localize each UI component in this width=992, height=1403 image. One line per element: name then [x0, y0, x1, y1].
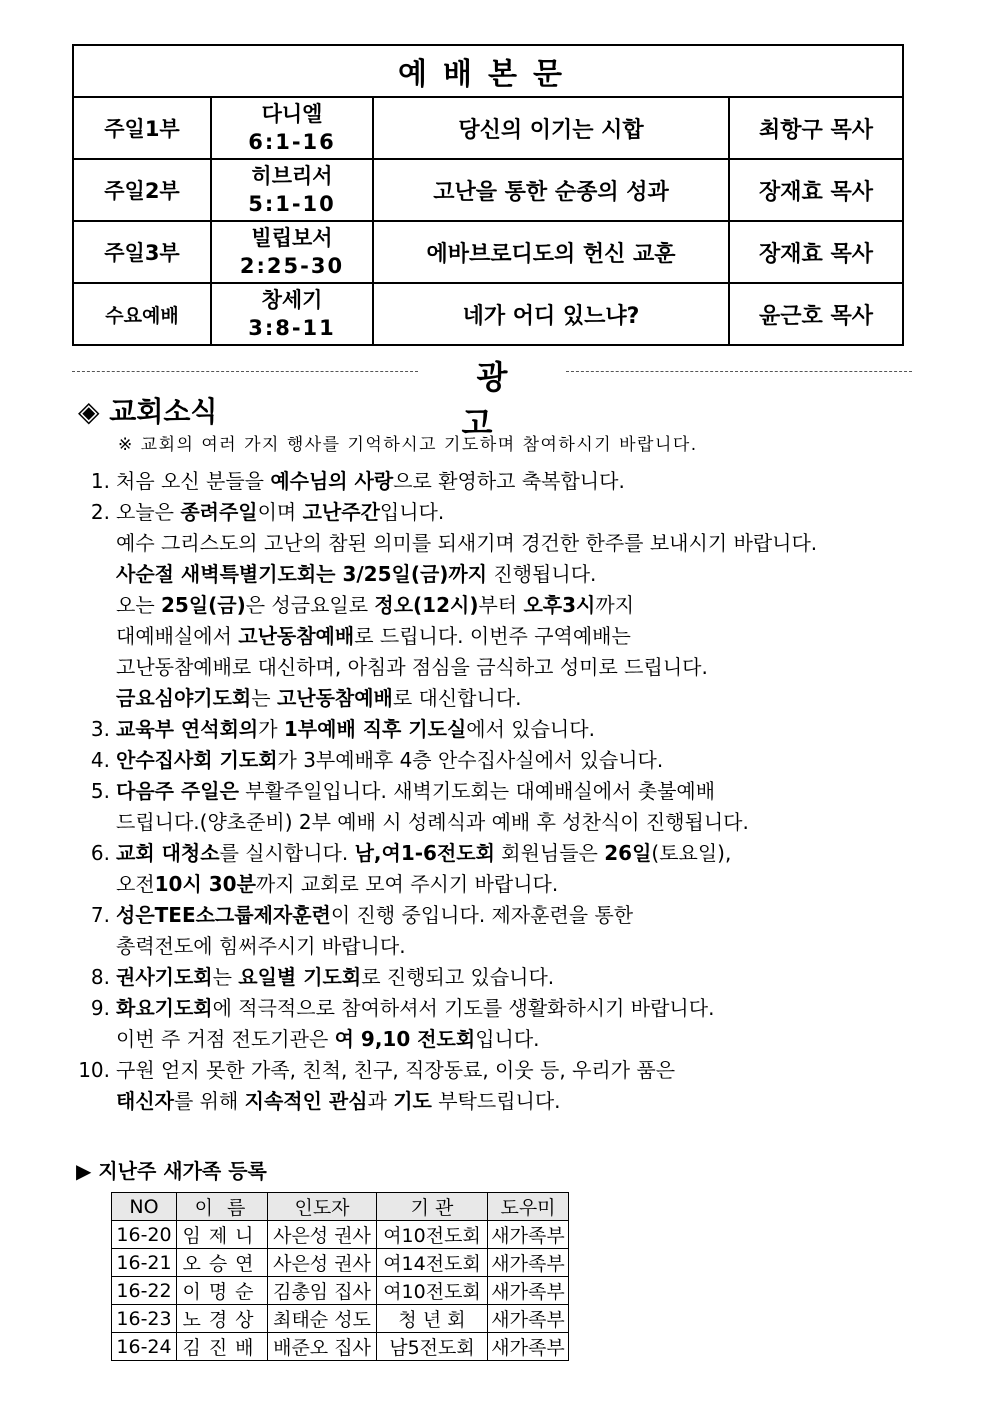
sermon-row	[73, 97, 903, 159]
scripture-book: 다니엘	[261, 102, 323, 126]
scripture-verse: 6:1-16	[248, 130, 336, 154]
sermon-title: 고난을 통한 순종의 성과	[373, 159, 729, 221]
announcement-number: 10.	[78, 1058, 110, 1082]
sermon-row	[73, 159, 903, 221]
dashed-divider-right	[566, 371, 912, 372]
cell-org: 여10전도회	[377, 1221, 488, 1249]
announcement-text: 처음 오신 분들을 예수님의 사랑으로 환영하고 축복합니다.	[116, 469, 625, 493]
service-name: 주일3부	[73, 221, 211, 283]
sermon-title: 에바브로디도의 헌신 교훈	[373, 221, 729, 283]
sermon-row	[73, 221, 903, 283]
announcement-text: 교육부 연석회의가 1부예배 직후 기도실에서 있습니다.	[116, 717, 595, 741]
scripture-ref	[211, 283, 373, 345]
announcement-line	[72, 838, 952, 869]
announcement-text: 고난동참예배로 대신하며, 아침과 점심을 금식하고 성미로 드립니다.	[116, 655, 708, 679]
announcement-list	[72, 466, 952, 1117]
announcement-line	[72, 559, 952, 590]
cell-name: 노경상	[177, 1305, 268, 1333]
pastor-name: 최항구 목사	[729, 97, 903, 159]
scripture-ref	[211, 159, 373, 221]
cell-name: 임제니	[177, 1221, 268, 1249]
service-name: 주일1부	[73, 97, 211, 159]
announcement-line	[72, 776, 952, 807]
announcement-line	[72, 1055, 952, 1086]
announcement-line	[72, 869, 952, 900]
announcement-number: 7.	[90, 903, 110, 927]
pastor-name: 윤근호 목사	[729, 283, 903, 345]
table-row	[112, 1277, 569, 1305]
pastor-name: 장재효 목사	[729, 221, 903, 283]
scripture-verse: 3:8-11	[248, 316, 336, 340]
column-header: 인도자	[268, 1193, 377, 1221]
announcement-text: 권사기도회는 요일별 기도회로 진행되고 있습니다.	[116, 965, 555, 989]
column-header: 기 관	[377, 1193, 488, 1221]
cell-org: 남5전도회	[377, 1333, 488, 1361]
cell-helper: 새가족부	[488, 1221, 569, 1249]
announcement-line	[72, 683, 952, 714]
sermon-row	[73, 283, 903, 345]
cell-name: 김진배	[177, 1333, 268, 1361]
sermon-table-title: 예배본문	[73, 45, 903, 97]
column-header: NO	[112, 1193, 177, 1221]
ad-heading-text: 광고	[461, 358, 538, 442]
cell-helper: 새가족부	[488, 1249, 569, 1277]
pastor-name: 장재효 목사	[729, 159, 903, 221]
cell-no: 16-24	[112, 1333, 177, 1361]
scripture-ref	[211, 221, 373, 283]
table-row	[112, 1249, 569, 1277]
announcement-text: 오늘은 종려주일이며 고난주간입니다.	[116, 500, 445, 524]
announcement-text: 다음주 주일은 부활주일입니다. 새벽기도회는 대예배실에서 촛불예배	[116, 779, 716, 803]
cell-guide: 배준오 집사	[268, 1333, 377, 1361]
scripture-verse: 5:1-10	[248, 192, 336, 216]
announcement-line	[72, 900, 952, 931]
cell-name: 이명순	[177, 1277, 268, 1305]
announcement-line	[72, 590, 952, 621]
new-family-table	[111, 1192, 569, 1361]
announcement-line	[72, 528, 952, 559]
announcement-line	[72, 962, 952, 993]
announcement-line	[72, 931, 952, 962]
table-row	[112, 1333, 569, 1361]
cell-guide: 사은성 권사	[268, 1249, 377, 1277]
announcement-line	[72, 745, 952, 776]
announcement-text: 오전10시 30분까지 교회로 모여 주시기 바랍니다.	[116, 872, 559, 896]
announcement-text: 화요기도회에 적극적으로 참여하셔서 기도를 생활화하시기 바랍니다.	[116, 996, 715, 1020]
announcement-number: 3.	[90, 717, 110, 741]
announcement-text: 교회 대청소를 실시합니다. 남,여1-6전도회 회원님들은 26일(토요일),	[116, 841, 732, 865]
announcement-number: 8.	[90, 965, 110, 989]
announcement-number: 5.	[90, 779, 110, 803]
table-row	[112, 1305, 569, 1333]
announcement-number: 1.	[90, 469, 110, 493]
church-news-title: ◈ 교회소식	[78, 395, 218, 428]
announcement-text: 안수집사회 기도회가 3부예배후 4층 안수집사실에서 있습니다.	[116, 748, 664, 772]
dashed-divider-left	[72, 371, 418, 372]
announcement-number: 4.	[90, 748, 110, 772]
announcement-text: 대예배실에서 고난동참예배로 드립니다. 이번주 구역예배는	[116, 624, 631, 648]
cell-no: 16-22	[112, 1277, 177, 1305]
table-header-row	[112, 1193, 569, 1221]
announcement-line	[72, 621, 952, 652]
scripture-book: 히브리서	[251, 164, 333, 188]
announcement-line	[72, 466, 952, 497]
service-name: 주일2부	[73, 159, 211, 221]
new-family-title: ▶ 지난주 새가족 등록	[76, 1159, 267, 1183]
announcement-line	[72, 993, 952, 1024]
announcement-text: 예수 그리스도의 고난의 참된 의미를 되새기며 경건한 한주를 보내시기 바랍니다.	[116, 531, 818, 555]
announcement-line	[72, 497, 952, 528]
announcement-number: 2.	[90, 500, 110, 524]
cell-guide: 김총임 집사	[268, 1277, 377, 1305]
announcement-text: 구원 얻지 못한 가족, 친척, 친구, 직장동료, 이웃 등, 우리가 품은	[116, 1058, 676, 1082]
table-row	[112, 1221, 569, 1249]
service-name: 수요예배	[73, 283, 211, 345]
column-header: 이 름	[177, 1193, 268, 1221]
scripture-verse: 2:25-30	[239, 254, 345, 278]
scripture-book: 빌립보서	[251, 226, 333, 250]
cell-org: 여14전도회	[377, 1249, 488, 1277]
sermon-title: 당신의 이기는 시합	[373, 97, 729, 159]
announcement-number: 6.	[90, 841, 110, 865]
announcement-text: 성은TEE소그룹제자훈련이 진행 중입니다. 제자훈련을 통한	[116, 903, 634, 927]
announcement-line	[72, 652, 952, 683]
announcement-text: 드립니다.(양초준비) 2부 예배 시 성례식과 예배 후 성찬식이 진행됩니다.	[116, 810, 749, 834]
announcement-number: 9.	[90, 996, 110, 1020]
cell-helper: 새가족부	[488, 1305, 569, 1333]
column-header: 도우미	[488, 1193, 569, 1221]
sermon-title: 네가 어디 있느냐?	[373, 283, 729, 345]
cell-org: 여10전도회	[377, 1277, 488, 1305]
cell-name: 오승연	[177, 1249, 268, 1277]
announcement-text: 사순절 새벽특별기도회는 3/25일(금)까지 진행됩니다.	[116, 562, 597, 586]
cell-no: 16-21	[112, 1249, 177, 1277]
announcement-line	[72, 1086, 952, 1117]
church-news-note: ※ 교회의 여러 가지 행사를 기억하시고 기도하며 참여하시기 바랍니다.	[118, 435, 698, 455]
announcement-text: 이번 주 거점 전도기관은 여 9,10 전도회입니다.	[116, 1027, 540, 1051]
cell-org: 청 년 회	[377, 1305, 488, 1333]
cell-helper: 새가족부	[488, 1277, 569, 1305]
sermon-table	[72, 44, 904, 346]
cell-guide: 최태순 성도	[268, 1305, 377, 1333]
announcement-text: 총력전도에 힘써주시기 바랍니다.	[116, 934, 406, 958]
announcement-line	[72, 807, 952, 838]
cell-guide: 사은성 권사	[268, 1221, 377, 1249]
announcement-line	[72, 1024, 952, 1055]
cell-no: 16-23	[112, 1305, 177, 1333]
cell-no: 16-20	[112, 1221, 177, 1249]
announcement-line	[72, 714, 952, 745]
announcement-text: 오는 25일(금)은 성금요일로 정오(12시)부터 오후3시까지	[116, 593, 635, 617]
announcement-text: 태신자를 위해 지속적인 관심과 기도 부탁드립니다.	[116, 1089, 561, 1113]
scripture-ref	[211, 97, 373, 159]
announcement-text: 금요심야기도회는 고난동참예배로 대신합니다.	[116, 686, 522, 710]
scripture-book: 창세기	[261, 288, 323, 312]
cell-helper: 새가족부	[488, 1333, 569, 1361]
